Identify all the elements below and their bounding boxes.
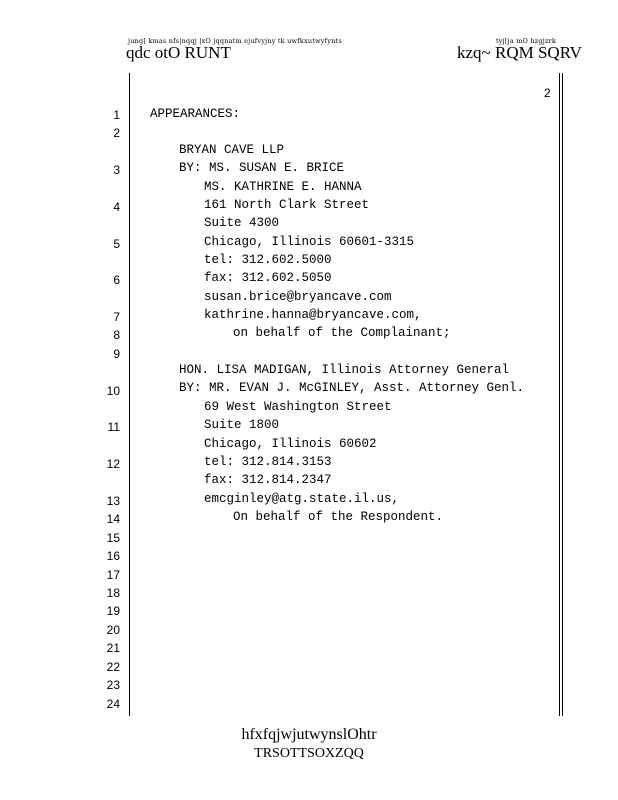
line-number: 13 — [106, 494, 120, 508]
complainant-counsel-1: BY: MS. SUSAN E. BRICE — [179, 161, 345, 175]
left-margin-rule — [129, 73, 130, 716]
line-number: 5 — [113, 237, 120, 251]
complainant-street: 161 North Clark Street — [204, 198, 370, 212]
line-number: 2 — [113, 126, 120, 140]
line-number: 17 — [106, 568, 120, 582]
complainant-fax: fax: 312.602.5050 — [204, 271, 332, 285]
complainant-counsel-2: MS. KATHRINE E. HANNA — [204, 180, 362, 194]
line-number: 24 — [106, 697, 120, 711]
page-number: 2 — [544, 86, 551, 100]
respondent-tel: tel: 312.814.3153 — [204, 455, 332, 469]
header-big-right: kzq~ RQM SQRV — [457, 43, 582, 62]
complainant-behalf: on behalf of the Complainant; — [233, 326, 451, 340]
line-number: 20 — [106, 623, 120, 637]
respondent-street: 69 West Washington Street — [204, 400, 392, 414]
respondent-counsel: BY: MR. EVAN J. McGINLEY, Asst. Attorney Genl. — [179, 381, 525, 395]
line-number: 6 — [113, 273, 120, 287]
line-number: 11 — [107, 420, 120, 434]
line-number: 4 — [113, 200, 120, 214]
line-number: 21 — [106, 641, 120, 655]
appearances-heading: APPEARANCES: — [150, 107, 241, 121]
complainant-tel: tel: 312.602.5000 — [204, 253, 332, 267]
line-number: 19 — [106, 604, 120, 618]
right-margin-rule-outer — [562, 73, 563, 716]
line-number: 23 — [106, 678, 120, 692]
footer-line-2: TRSOTTSOXZQQ — [254, 746, 364, 761]
line-number: 3 — [113, 163, 120, 177]
header-small-right: tyj[ja mO hzgjzrk — [496, 37, 557, 45]
respondent-counsel-office: HON. LISA MADIGAN, Illinois Attorney General — [179, 363, 510, 377]
line-number: 9 — [113, 347, 120, 361]
line-number: 8 — [113, 328, 120, 342]
footer-line-1: hfxfqjwjutwynslOhtr — [241, 726, 377, 743]
header-big-left: qdc otO RUNT — [126, 43, 231, 62]
line-number: 7 — [113, 310, 120, 324]
line-number: 18 — [106, 586, 120, 600]
respondent-city: Chicago, Illinois 60602 — [204, 437, 377, 451]
complainant-city: Chicago, Illinois 60601-3315 — [204, 235, 415, 249]
respondent-email: emcginley@atg.state.il.us, — [204, 492, 400, 506]
respondent-fax: fax: 312.814.2347 — [204, 473, 332, 487]
header-small-left: jung[ kmas nfs|nqqj |xO jqqnatm ejufvyjny tk uwfkxutwyfynts — [128, 37, 342, 45]
respondent-behalf: On behalf of the Respondent. — [233, 510, 444, 524]
respondent-suite: Suite 1800 — [204, 418, 280, 432]
line-number: 12 — [106, 457, 120, 471]
line-number: 1 — [113, 108, 120, 122]
line-number: 10 — [106, 384, 120, 398]
complainant-firm: BRYAN CAVE LLP — [179, 143, 285, 157]
line-number: 15 — [106, 531, 120, 545]
line-number: 16 — [106, 549, 120, 563]
line-number: 14 — [106, 512, 120, 526]
complainant-email-1: susan.brice@bryancave.com — [204, 290, 392, 304]
right-margin-rule-inner — [559, 73, 560, 716]
complainant-email-2: kathrine.hanna@bryancave.com, — [204, 308, 422, 322]
complainant-suite: Suite 4300 — [204, 216, 280, 230]
line-number: 22 — [106, 660, 120, 674]
